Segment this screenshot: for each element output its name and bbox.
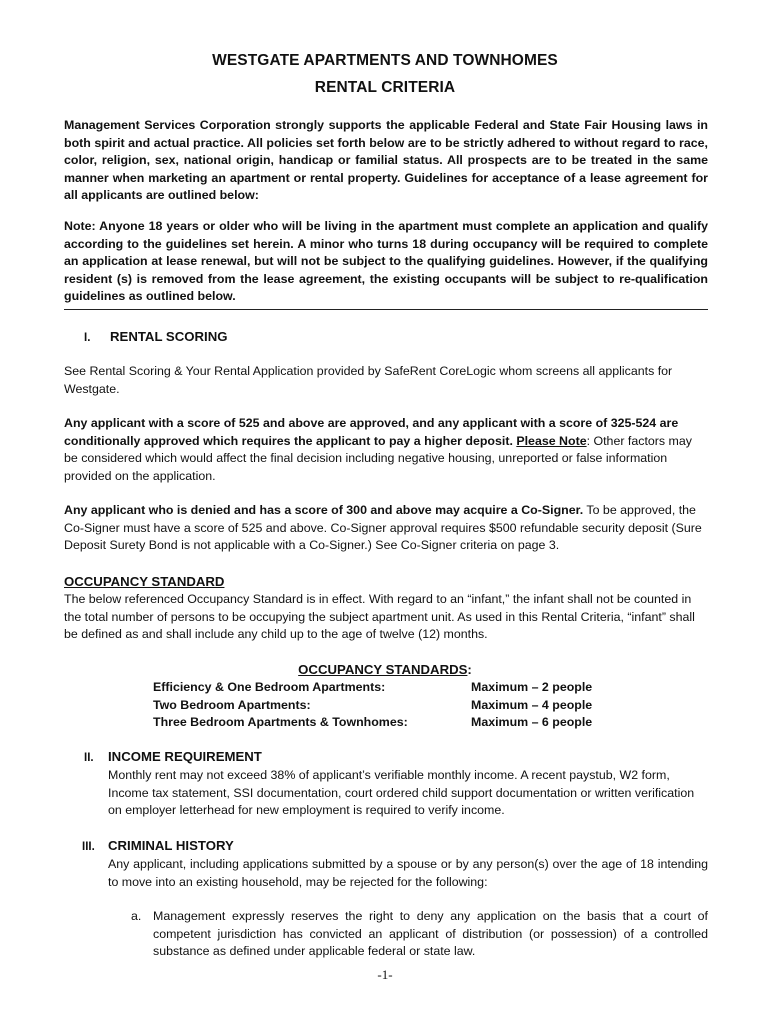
section-rental-scoring-heading <box>84 328 227 347</box>
rental-scoring-paragraph-2 <box>64 415 708 485</box>
section-title: INCOME REQUIREMENT <box>108 749 262 764</box>
table-title-colon: : <box>467 662 472 677</box>
section-title: CRIMINAL HISTORY <box>108 838 234 853</box>
max-occupants: Maximum – 6 people <box>471 715 593 729</box>
rental-scoring-paragraph-3 <box>64 502 708 555</box>
unit-type: Efficiency & One Bedroom Apartments: <box>153 680 386 694</box>
section-title: RENTAL SCORING <box>110 329 228 344</box>
criminal-history-paragraph: Any applicant, including applications submitted by a spouse or by any person(s) over the age of 18 intending to move into an existing household, may be rejected for the following: <box>108 857 708 889</box>
max-occupants: Maximum – 2 people <box>471 680 593 694</box>
income-requirement-paragraph: Monthly rent may not exceed 38% of applicant’s verifiable monthly income. A recent paystub, W2 form, Income tax statement, SSI documentation, court ordered child support documentation or written verification on employer letterhead for new employment is required to verify income. <box>108 768 695 818</box>
unit-type: Three Bedroom Apartments & Townhomes: <box>153 715 408 729</box>
unit-type: Two Bedroom Apartments: <box>153 698 311 712</box>
co-signer-details-text: To be approved, the Co-Signer must have a score of 525 and above. Co-Signer approval requires $500 refundable security deposit (Sure Deposit Surety Bond is not applicable with a Co-Signer.) See Co-Signer criteria on page 3. <box>64 503 702 553</box>
list-item-text: Management expressly reserves the right to deny any application on the basis that a court of competent jurisdiction has convicted an applicant of distribution (or possession) of a controlled substance as defined under applicable federal or state law. <box>153 909 708 959</box>
max-occupants: Maximum – 4 people <box>471 698 593 712</box>
other-factors-text: : Other factors may be considered which would affect the final decision including negative housing, unreported or false information provided on the application. <box>64 433 692 483</box>
section-numeral: I. <box>84 332 91 344</box>
occupancy-standards-table-title <box>0 661 770 679</box>
page-number: -1- <box>377 967 393 982</box>
approval-criteria-text: Any applicant with a score of 525 and above are approved, and any applicant with a score of 325-524 are conditionally approved which requires the applicant to pay a higher deposit. <box>64 416 679 448</box>
rental-scoring-paragraph-1: See Rental Scoring & Your Rental Application provided by SafeRent CoreLogic whom screens all applicants for Westgate. <box>64 364 673 396</box>
co-signer-criteria-text: Any applicant who is denied and has a score of 300 and above may acquire a Co-Signer. <box>64 503 584 517</box>
note-paragraph: Note: Anyone 18 years or older who will be living in the apartment must complete an application and qualify according to the guidelines set herein. A minor who turns 18 during occupancy will be required to complete an application at lease renewal, but will not be subject to the qualifying guidelines. However, if the qualifying resident (s) is removed from the lease agreement, the existing occupants will be subject to re-qualification guidelines as outlined below. <box>64 219 708 304</box>
divider-line <box>64 309 708 310</box>
section-numeral: II. <box>84 752 94 764</box>
section-numeral: III. <box>82 841 95 853</box>
section-income-requirement-heading <box>84 748 262 767</box>
table-title-text: OCCUPANCY STANDARDS <box>298 662 468 677</box>
list-item-marker: a. <box>131 909 142 923</box>
document-title: WESTGATE APARTMENTS AND TOWNHOMES <box>212 52 558 69</box>
document-subtitle: RENTAL CRITERIA <box>314 79 456 96</box>
please-note-label: Please Note <box>516 433 587 448</box>
occupancy-standard-paragraph: The below referenced Occupancy Standard is in effect. With regard to an “infant,” the infant shall not be counted in the total number of persons to be occupying the subject apartment unit. As used in this Rental Criteria, “infant” shall be defined as and shall include any child up to the age of twelve (12) months. <box>64 592 695 642</box>
intro-paragraph: Management Services Corporation strongly supports the applicable Federal and State Fair Housing laws in both spirit and actual practice. All policies set forth below are to be strictly adhered to without regard to race, color, religion, sex, national origin, handicap or familial status. All prospects are to be treated in the same manner when marketing an apartment or rental property. Guidelines for acceptance of a lease agreement for all applicants are outlined below: <box>64 118 708 203</box>
occupancy-standard-heading: OCCUPANCY STANDARD <box>64 574 225 589</box>
section-criminal-history-heading <box>82 837 234 856</box>
